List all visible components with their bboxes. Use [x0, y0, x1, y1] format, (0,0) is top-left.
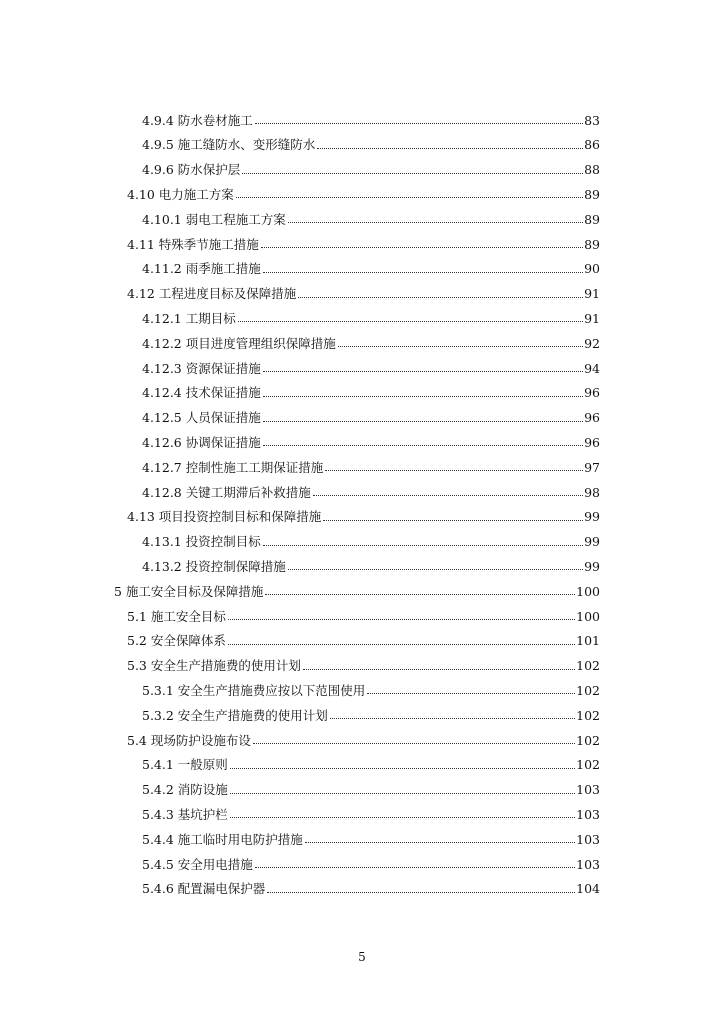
toc-entry-title: 4.12.8 关键工期滞后补救措施	[142, 484, 311, 500]
dot-leader	[288, 222, 583, 223]
toc-entry-title: 5.4 现场防护设施布设	[127, 732, 251, 748]
toc-entry[interactable]	[127, 181, 600, 201]
toc-entry-page: 83	[584, 112, 600, 128]
toc-entry[interactable]	[142, 479, 600, 499]
dot-leader	[265, 594, 575, 595]
toc-entry-page: 103	[576, 831, 600, 847]
toc-entry-page: 99	[584, 558, 600, 574]
page-number: 5	[358, 950, 366, 964]
toc-entry-page: 100	[576, 583, 600, 599]
toc-entry[interactable]	[142, 826, 600, 846]
dot-leader	[263, 421, 583, 422]
toc-entry-page: 92	[584, 335, 600, 351]
toc-entry-page: 89	[584, 186, 600, 202]
toc-entry-page: 102	[576, 682, 600, 698]
toc-entry[interactable]	[142, 355, 600, 375]
dot-leader	[228, 644, 575, 645]
toc-entry[interactable]	[127, 727, 600, 747]
dot-leader	[238, 321, 583, 322]
toc-entry[interactable]	[127, 628, 600, 648]
toc-entry[interactable]	[127, 603, 600, 623]
toc-entry-page: 103	[576, 782, 600, 798]
toc-entry-page: 101	[576, 633, 600, 649]
toc-entry-title: 5.1 施工安全目标	[127, 608, 226, 624]
toc-entry-title: 4.9.4 防水卷材施工	[142, 112, 253, 128]
toc-entry-title: 4.12.5 人员保证措施	[142, 410, 261, 426]
toc-entry-title: 4.12.1 工期目标	[142, 310, 236, 326]
toc-entry-title: 4.13.2 投资控制保障措施	[142, 558, 286, 574]
dot-leader	[325, 470, 583, 471]
toc-entry-page: 97	[584, 459, 600, 475]
toc-entry-title: 4.9.6 防水保护层	[142, 162, 241, 178]
dot-leader	[305, 842, 575, 843]
toc-entry[interactable]	[142, 851, 600, 871]
dot-leader	[323, 520, 583, 521]
toc-entry[interactable]	[114, 578, 600, 598]
toc-entry-title: 5 施工安全目标及保障措施	[114, 583, 264, 599]
toc-entry-page: 100	[576, 608, 600, 624]
dot-leader	[263, 445, 583, 446]
toc-entry[interactable]	[142, 752, 600, 772]
toc-entry[interactable]	[142, 529, 600, 549]
dot-leader	[242, 173, 583, 174]
toc-entry-title: 4.12 工程进度目标及保障措施	[127, 286, 297, 302]
toc-entry[interactable]	[142, 777, 600, 797]
toc-entry-title: 5.4.5 安全用电措施	[142, 856, 253, 872]
toc-entry-title: 5.4.3 基坑护栏	[142, 806, 228, 822]
toc-entry-page: 86	[584, 137, 600, 153]
dot-leader	[298, 297, 583, 298]
toc-entry-title: 5.3.1 安全生产措施费应按以下范围使用	[142, 682, 366, 698]
dot-leader	[230, 768, 575, 769]
toc-entry[interactable]	[142, 206, 600, 226]
toc-entry-page: 102	[576, 707, 600, 723]
toc-entry-title: 4.12.6 协调保证措施	[142, 434, 261, 450]
toc-entry-page: 89	[584, 211, 600, 227]
toc-entry-page: 89	[584, 236, 600, 252]
toc-entry-title: 5.4.4 施工临时用电防护措施	[142, 831, 303, 847]
toc-entry-page: 96	[584, 434, 600, 450]
toc-entry[interactable]	[142, 553, 600, 573]
toc-entry-title: 4.9.5 施工缝防水、变形缝防水	[142, 137, 316, 153]
toc-entry-title: 5.4.6 配置漏电保护器	[142, 881, 266, 897]
dot-leader	[263, 371, 583, 372]
toc-entry-title: 5.2 安全保障体系	[127, 633, 226, 649]
toc-entry-title: 4.12.3 资源保证措施	[142, 360, 261, 376]
dot-leader	[263, 545, 583, 546]
toc-entry[interactable]	[142, 454, 600, 474]
toc-entry[interactable]	[142, 330, 600, 350]
toc-entry[interactable]	[142, 380, 600, 400]
toc-entry-title: 4.12.4 技术保证措施	[142, 385, 261, 401]
toc-entry-page: 103	[576, 856, 600, 872]
toc-entry[interactable]	[142, 305, 600, 325]
toc-entry-title: 4.12.2 项目进度管理组织保障措施	[142, 335, 336, 351]
toc-entry-title: 4.12.7 控制性施工工期保证措施	[142, 459, 324, 475]
toc-entry[interactable]	[142, 157, 600, 177]
toc-entry-page: 91	[584, 286, 600, 302]
toc-entry-page: 102	[576, 757, 600, 773]
toc-entry[interactable]	[127, 504, 600, 524]
toc-entry[interactable]	[142, 876, 600, 896]
toc-entry[interactable]	[127, 231, 600, 251]
dot-leader	[263, 396, 583, 397]
dot-leader	[261, 247, 583, 248]
dot-leader	[317, 148, 583, 149]
dot-leader	[230, 817, 575, 818]
toc-entry[interactable]	[142, 801, 600, 821]
toc-entry-page: 98	[584, 484, 600, 500]
dot-leader	[228, 619, 575, 620]
toc-entry-title: 4.13.1 投资控制目标	[142, 534, 261, 550]
dot-leader	[338, 346, 583, 347]
dot-leader	[253, 743, 575, 744]
dot-leader	[313, 495, 583, 496]
dot-leader	[255, 123, 583, 124]
toc-entry-page: 104	[576, 881, 600, 897]
toc-entry[interactable]	[142, 677, 600, 697]
toc-entry-page: 99	[584, 534, 600, 550]
toc-entry-title: 4.13 项目投资控制目标和保障措施	[127, 509, 322, 525]
toc-entry-title: 4.11 特殊季节施工措施	[127, 236, 259, 252]
toc-entry-page: 91	[584, 310, 600, 326]
dot-leader	[303, 669, 575, 670]
toc-entry-page: 96	[584, 410, 600, 426]
dot-leader	[236, 197, 583, 198]
toc-entry-title: 5.4.1 一般原则	[142, 757, 228, 773]
toc-entry-page: 90	[584, 261, 600, 277]
toc-entry-page: 96	[584, 385, 600, 401]
toc-entry-page: 102	[576, 732, 600, 748]
toc-entry-page: 88	[584, 162, 600, 178]
toc-entry[interactable]	[127, 653, 600, 673]
dot-leader	[367, 693, 575, 694]
dot-leader	[255, 867, 575, 868]
toc-entry[interactable]	[127, 281, 600, 301]
toc-entry-title: 4.10 电力施工方案	[127, 186, 234, 202]
toc-entry[interactable]	[142, 107, 600, 127]
toc-entry[interactable]	[142, 702, 600, 722]
toc-entry[interactable]	[142, 132, 600, 152]
dot-leader	[330, 718, 575, 719]
toc-entry[interactable]	[142, 429, 600, 449]
toc-entry-title: 5.4.2 消防设施	[142, 782, 228, 798]
toc-entry-title: 5.3 安全生产措施费的使用计划	[127, 658, 301, 674]
toc-entry-page: 102	[576, 658, 600, 674]
toc-entry-page: 94	[584, 360, 600, 376]
toc-entry[interactable]	[142, 256, 600, 276]
dot-leader	[230, 793, 575, 794]
toc-entry[interactable]	[142, 405, 600, 425]
toc-entry-page: 103	[576, 806, 600, 822]
toc-entry-page: 99	[584, 509, 600, 525]
toc-entry-title: 5.3.2 安全生产措施费的使用计划	[142, 707, 328, 723]
dot-leader	[263, 272, 583, 273]
toc-entry-title: 4.10.1 弱电工程施工方案	[142, 211, 286, 227]
dot-leader	[267, 892, 575, 893]
toc-entry-title: 4.11.2 雨季施工措施	[142, 261, 261, 277]
dot-leader	[288, 569, 583, 570]
